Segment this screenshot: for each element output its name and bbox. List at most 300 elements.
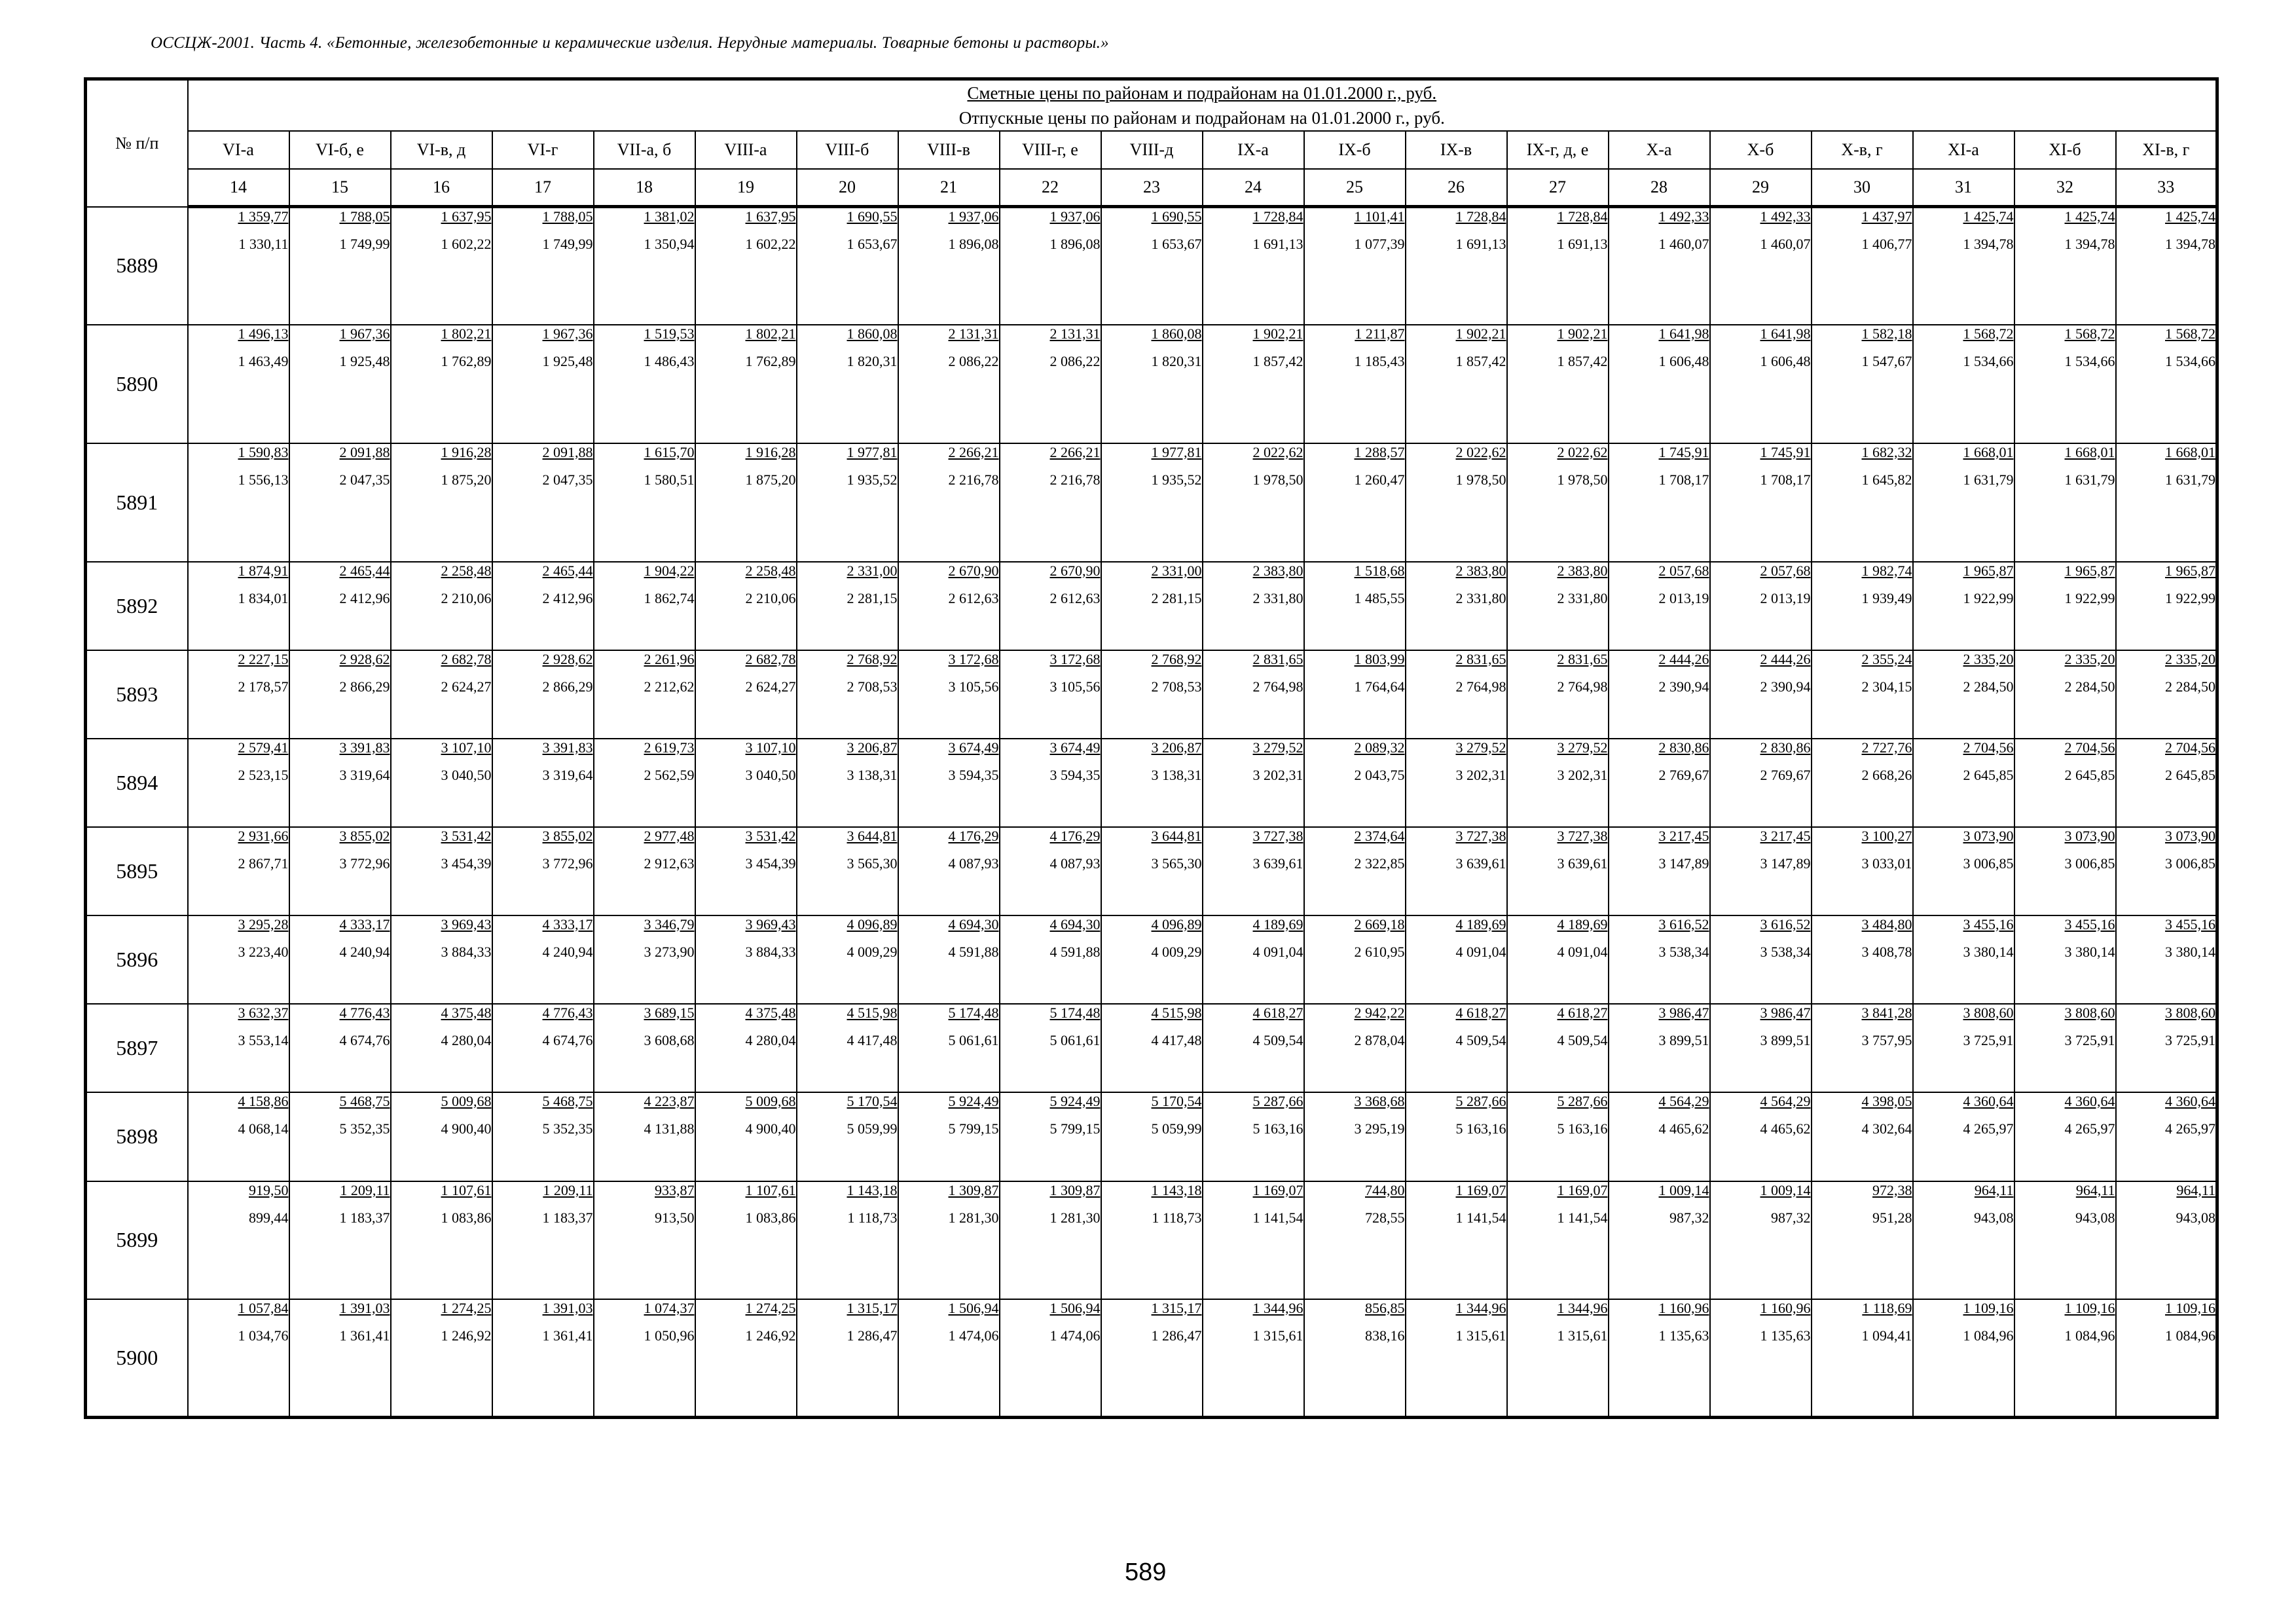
price-cell bbox=[594, 915, 695, 1004]
estimate-price: 1 391,03 bbox=[542, 1299, 593, 1316]
row-id: 5890 bbox=[86, 325, 188, 443]
estimate-price: 3 107,10 bbox=[441, 739, 492, 756]
row-number-header: № п/п bbox=[86, 79, 188, 207]
estimate-price: 1 118,69 bbox=[1862, 1299, 1912, 1316]
estimate-price: 2 444,26 bbox=[1760, 650, 1811, 667]
price-cell bbox=[1507, 1181, 1609, 1299]
column-number: 26 bbox=[1406, 169, 1507, 207]
column-number: 14 bbox=[188, 169, 289, 207]
estimate-price: 1 492,33 bbox=[1760, 208, 1811, 225]
release-price: 3 608,68 bbox=[644, 1031, 695, 1048]
estimate-price: 1 965,87 bbox=[2165, 562, 2216, 579]
price-cell bbox=[1406, 443, 1507, 562]
region-header: X-в, г bbox=[1812, 131, 1913, 169]
estimate-price: 1 977,81 bbox=[1151, 443, 1202, 460]
release-price: 1 862,74 bbox=[644, 589, 695, 606]
estimate-price: 1 519,53 bbox=[644, 325, 695, 342]
price-cell bbox=[289, 1092, 391, 1181]
release-price: 2 178,57 bbox=[238, 678, 289, 695]
price-cell bbox=[1000, 1299, 1101, 1418]
row-id: 5900 bbox=[86, 1299, 188, 1418]
release-price: 1 925,48 bbox=[339, 352, 390, 369]
estimate-price: 3 969,43 bbox=[745, 915, 796, 932]
release-price: 1 935,52 bbox=[1151, 471, 1202, 488]
price-cell bbox=[188, 739, 289, 827]
estimate-price: 3 674,49 bbox=[948, 739, 999, 756]
release-price: 1 691,13 bbox=[1557, 236, 1608, 252]
release-price: 5 352,35 bbox=[542, 1120, 593, 1137]
price-cell bbox=[2116, 1004, 2217, 1092]
price-cell bbox=[1406, 650, 1507, 739]
price-cell bbox=[1507, 1004, 1609, 1092]
release-price: 2 708,53 bbox=[1151, 678, 1202, 695]
price-cell bbox=[1101, 325, 1203, 443]
price-cell bbox=[2014, 325, 2116, 443]
region-header: IX-г, д, е bbox=[1507, 131, 1609, 169]
estimate-price: 1 728,84 bbox=[1557, 208, 1608, 225]
estimate-price: 2 383,80 bbox=[1252, 562, 1303, 579]
price-cell bbox=[391, 207, 492, 325]
price-cell bbox=[1304, 325, 1406, 443]
estimate-price: 2 022,62 bbox=[1252, 443, 1303, 460]
price-cell bbox=[289, 1004, 391, 1092]
price-cell bbox=[695, 1181, 797, 1299]
release-price: 4 591,88 bbox=[948, 943, 999, 960]
table-row bbox=[86, 1181, 2217, 1299]
price-cell bbox=[1913, 443, 2014, 562]
release-price: 2 281,15 bbox=[1151, 589, 1202, 606]
column-number: 27 bbox=[1507, 169, 1609, 207]
release-price: 3 040,50 bbox=[745, 766, 796, 783]
estimate-price: 1 315,17 bbox=[847, 1299, 898, 1316]
estimate-price: 1 590,83 bbox=[238, 443, 289, 460]
column-number: 19 bbox=[695, 169, 797, 207]
price-cell bbox=[1203, 1181, 1304, 1299]
price-cell bbox=[898, 1092, 1000, 1181]
release-price: 2 610,95 bbox=[1354, 943, 1405, 960]
price-cell bbox=[492, 207, 594, 325]
release-price: 1 118,73 bbox=[1152, 1209, 1202, 1226]
price-cell bbox=[695, 827, 797, 915]
release-price: 3 772,96 bbox=[542, 855, 593, 872]
price-cell bbox=[2014, 562, 2116, 650]
estimate-price: 2 091,88 bbox=[339, 443, 390, 460]
estimate-price: 1 788,05 bbox=[542, 208, 593, 225]
price-cell bbox=[492, 650, 594, 739]
price-cell bbox=[1913, 325, 2014, 443]
estimate-price: 4 776,43 bbox=[542, 1004, 593, 1021]
estimate-price: 1 860,08 bbox=[847, 325, 898, 342]
price-cell bbox=[1406, 562, 1507, 650]
price-cell bbox=[695, 207, 797, 325]
release-price: 4 591,88 bbox=[1049, 943, 1101, 960]
price-cell bbox=[1812, 650, 1913, 739]
release-price: 2 331,80 bbox=[1252, 589, 1303, 606]
estimate-price: 1 506,94 bbox=[948, 1299, 999, 1316]
release-price: 3 295,19 bbox=[1354, 1120, 1405, 1137]
release-price: 1 645,82 bbox=[1861, 471, 1912, 488]
release-price: 3 639,61 bbox=[1557, 855, 1608, 872]
release-price: 1 978,50 bbox=[1455, 471, 1506, 488]
release-price: 1 183,37 bbox=[339, 1209, 390, 1226]
release-price: 4 280,04 bbox=[745, 1031, 796, 1048]
price-cell bbox=[695, 1299, 797, 1418]
release-price: 1 762,89 bbox=[441, 352, 492, 369]
column-number: 17 bbox=[492, 169, 594, 207]
release-price: 4 509,54 bbox=[1557, 1031, 1608, 1048]
release-price: 3 899,51 bbox=[1658, 1031, 1709, 1048]
release-price: 3 147,89 bbox=[1760, 855, 1811, 872]
estimate-price: 1 965,87 bbox=[1963, 562, 2014, 579]
price-cell bbox=[1507, 739, 1609, 827]
release-price: 1 246,92 bbox=[441, 1327, 492, 1344]
estimate-price: 1 160,96 bbox=[1760, 1299, 1811, 1316]
price-cell bbox=[1507, 443, 1609, 562]
price-cell bbox=[289, 562, 391, 650]
price-cell bbox=[1101, 1004, 1203, 1092]
price-cell bbox=[1609, 207, 1710, 325]
price-cell bbox=[1406, 739, 1507, 827]
release-price: 3 105,56 bbox=[948, 678, 999, 695]
estimate-price: 2 682,78 bbox=[745, 650, 796, 667]
release-price: 5 799,15 bbox=[948, 1120, 999, 1137]
region-header: XI-в, г bbox=[2116, 131, 2217, 169]
price-cell bbox=[1609, 562, 1710, 650]
estimate-price: 1 982,74 bbox=[1861, 562, 1912, 579]
release-price: 2 612,63 bbox=[948, 589, 999, 606]
release-price: 3 884,33 bbox=[745, 943, 796, 960]
price-cell bbox=[1000, 827, 1101, 915]
price-cell bbox=[1203, 207, 1304, 325]
release-price: 2 013,19 bbox=[1760, 589, 1811, 606]
release-price: 1 631,79 bbox=[2064, 471, 2115, 488]
estimate-price: 2 335,20 bbox=[2165, 650, 2216, 667]
release-price: 3 273,90 bbox=[644, 943, 695, 960]
release-price: 5 163,16 bbox=[1252, 1120, 1303, 1137]
release-price: 2 708,53 bbox=[847, 678, 898, 695]
estimate-price: 2 928,62 bbox=[339, 650, 390, 667]
row-id: 5891 bbox=[86, 443, 188, 562]
price-cell bbox=[492, 443, 594, 562]
price-cell bbox=[1304, 1004, 1406, 1092]
price-cell bbox=[2014, 1092, 2116, 1181]
release-price: 1 141,54 bbox=[1557, 1209, 1608, 1226]
estimate-price: 1 803,99 bbox=[1354, 650, 1405, 667]
release-price: 1 083,86 bbox=[745, 1209, 796, 1226]
release-price: 987,32 bbox=[1669, 1209, 1709, 1226]
estimate-price: 3 986,47 bbox=[1658, 1004, 1709, 1021]
row-id: 5897 bbox=[86, 1004, 188, 1092]
release-price: 728,55 bbox=[1365, 1209, 1405, 1226]
estimate-price: 4 618,27 bbox=[1455, 1004, 1506, 1021]
release-price: 3 538,34 bbox=[1760, 943, 1811, 960]
table-row bbox=[86, 443, 2217, 562]
price-cell bbox=[695, 650, 797, 739]
release-price: 4 674,76 bbox=[542, 1031, 593, 1048]
release-price: 943,08 bbox=[2075, 1209, 2115, 1226]
estimate-price: 3 727,38 bbox=[1557, 827, 1608, 844]
estimate-price: 3 616,52 bbox=[1658, 915, 1709, 932]
estimate-price: 1 143,18 bbox=[1151, 1181, 1202, 1198]
release-price: 1 286,47 bbox=[1151, 1327, 1202, 1344]
price-cell bbox=[1304, 443, 1406, 562]
estimate-price: 3 217,45 bbox=[1760, 827, 1811, 844]
estimate-price: 4 515,98 bbox=[847, 1004, 898, 1021]
price-cell bbox=[1913, 562, 2014, 650]
price-cell bbox=[1507, 325, 1609, 443]
estimate-price: 1 937,06 bbox=[1049, 208, 1101, 225]
region-header: X-а bbox=[1609, 131, 1710, 169]
release-price: 1 330,11 bbox=[238, 236, 289, 252]
release-price: 1 762,89 bbox=[745, 352, 796, 369]
release-price: 5 059,99 bbox=[847, 1120, 898, 1137]
estimate-price: 1 344,96 bbox=[1455, 1299, 1506, 1316]
estimate-price: 2 831,65 bbox=[1252, 650, 1303, 667]
estimate-price: 1 728,84 bbox=[1252, 208, 1303, 225]
estimate-price: 3 073,90 bbox=[2165, 827, 2216, 844]
price-cell bbox=[898, 915, 1000, 1004]
price-cell bbox=[1406, 207, 1507, 325]
release-price: 1 361,41 bbox=[542, 1327, 593, 1344]
column-number: 29 bbox=[1710, 169, 1812, 207]
price-cell bbox=[1000, 562, 1101, 650]
estimate-price: 2 335,20 bbox=[1963, 650, 2014, 667]
release-price: 2 645,85 bbox=[2165, 766, 2216, 783]
price-cell bbox=[188, 650, 289, 739]
release-price: 3 202,31 bbox=[1557, 766, 1608, 783]
price-cell bbox=[594, 443, 695, 562]
price-cell bbox=[289, 443, 391, 562]
release-price: 4 417,48 bbox=[1151, 1031, 1202, 1048]
release-price: 4 265,97 bbox=[1963, 1120, 2014, 1137]
price-cell bbox=[391, 1299, 492, 1418]
region-header: XI-а bbox=[1913, 131, 2014, 169]
estimate-price: 1 860,08 bbox=[1151, 325, 1202, 342]
estimate-price: 4 189,69 bbox=[1252, 915, 1303, 932]
release-price: 3 594,35 bbox=[948, 766, 999, 783]
price-cell bbox=[391, 1181, 492, 1299]
estimate-price: 3 206,87 bbox=[1151, 739, 1202, 756]
estimate-price: 1 965,87 bbox=[2064, 562, 2115, 579]
estimate-price: 4 618,27 bbox=[1557, 1004, 1608, 1021]
estimate-price: 1 107,61 bbox=[441, 1181, 492, 1198]
estimate-price: 3 808,60 bbox=[2165, 1004, 2216, 1021]
estimate-price: 3 100,27 bbox=[1861, 827, 1912, 844]
estimate-price: 2 057,68 bbox=[1658, 562, 1709, 579]
release-price: 3 006,85 bbox=[2064, 855, 2115, 872]
estimate-price: 4 360,64 bbox=[2165, 1092, 2216, 1109]
estimate-price: 3 346,79 bbox=[644, 915, 695, 932]
release-price: 3 202,31 bbox=[1252, 766, 1303, 783]
estimate-price: 2 831,65 bbox=[1557, 650, 1608, 667]
price-cell bbox=[1101, 1181, 1203, 1299]
release-price: 1 939,49 bbox=[1861, 589, 1912, 606]
estimate-price: 4 515,98 bbox=[1151, 1004, 1202, 1021]
estimate-price: 4 776,43 bbox=[339, 1004, 390, 1021]
price-cell bbox=[1710, 325, 1812, 443]
estimate-price: 3 206,87 bbox=[847, 739, 898, 756]
estimate-price: 5 009,68 bbox=[745, 1092, 796, 1109]
price-cell bbox=[594, 1092, 695, 1181]
release-price: 4 465,62 bbox=[1760, 1120, 1811, 1137]
column-number: 28 bbox=[1609, 169, 1710, 207]
row-id: 5893 bbox=[86, 650, 188, 739]
price-cell bbox=[695, 915, 797, 1004]
price-cell bbox=[2116, 1092, 2217, 1181]
release-price: 1 935,52 bbox=[847, 471, 898, 488]
price-cell bbox=[1101, 827, 1203, 915]
price-cell bbox=[797, 1181, 898, 1299]
region-header: VI-б, е bbox=[289, 131, 391, 169]
estimate-price: 4 618,27 bbox=[1252, 1004, 1303, 1021]
release-price: 3 639,61 bbox=[1455, 855, 1506, 872]
region-header: VI-г bbox=[492, 131, 594, 169]
release-price: 1 394,78 bbox=[2165, 236, 2216, 252]
price-cell bbox=[1000, 650, 1101, 739]
estimate-price: 2 619,73 bbox=[644, 739, 695, 756]
estimate-price: 3 073,90 bbox=[1963, 827, 2014, 844]
estimate-price: 1 802,21 bbox=[745, 325, 796, 342]
price-cell bbox=[1304, 1092, 1406, 1181]
release-price: 1 281,30 bbox=[1049, 1209, 1101, 1226]
price-cell bbox=[1507, 827, 1609, 915]
estimate-price: 2 261,96 bbox=[644, 650, 695, 667]
estimate-price: 1 309,87 bbox=[1049, 1181, 1101, 1198]
release-price: 1 281,30 bbox=[948, 1209, 999, 1226]
release-price: 1 141,54 bbox=[1252, 1209, 1303, 1226]
estimate-price: 1 425,74 bbox=[2064, 208, 2115, 225]
price-cell bbox=[2116, 739, 2217, 827]
price-cell bbox=[797, 562, 898, 650]
price-cell bbox=[1304, 1299, 1406, 1418]
estimate-price: 5 009,68 bbox=[441, 1092, 492, 1109]
release-price: 1 749,99 bbox=[542, 236, 593, 252]
estimate-price: 4 176,29 bbox=[1049, 827, 1101, 844]
release-price: 2 412,96 bbox=[339, 589, 390, 606]
release-price: 5 163,16 bbox=[1455, 1120, 1506, 1137]
price-cell bbox=[289, 325, 391, 443]
release-price: 951,28 bbox=[1872, 1209, 1912, 1226]
release-price: 4 091,04 bbox=[1455, 943, 1506, 960]
price-cell bbox=[797, 207, 898, 325]
estimate-price: 5 468,75 bbox=[339, 1092, 390, 1109]
release-price: 5 059,99 bbox=[1151, 1120, 1202, 1137]
price-cell bbox=[695, 562, 797, 650]
estimate-price: 1 160,96 bbox=[1658, 1299, 1709, 1316]
release-price: 1 857,42 bbox=[1252, 352, 1303, 369]
estimate-price: 2 335,20 bbox=[2064, 650, 2115, 667]
price-cell bbox=[188, 443, 289, 562]
price-cell bbox=[1203, 915, 1304, 1004]
release-price: 1 083,86 bbox=[441, 1209, 492, 1226]
price-cell bbox=[188, 325, 289, 443]
price-cell bbox=[1812, 827, 1913, 915]
release-price: 3 138,31 bbox=[1151, 766, 1202, 783]
estimate-price: 5 924,49 bbox=[1049, 1092, 1101, 1109]
price-cell bbox=[797, 1092, 898, 1181]
release-price: 4 302,64 bbox=[1861, 1120, 1912, 1137]
price-cell bbox=[1000, 443, 1101, 562]
release-price: 1 084,96 bbox=[1963, 1327, 2014, 1344]
estimate-price: 5 924,49 bbox=[948, 1092, 999, 1109]
release-price: 5 163,16 bbox=[1557, 1120, 1608, 1137]
price-cell bbox=[1913, 650, 2014, 739]
release-price: 1 547,67 bbox=[1861, 352, 1912, 369]
price-cell bbox=[492, 1181, 594, 1299]
price-cell bbox=[1812, 739, 1913, 827]
price-cell bbox=[1304, 827, 1406, 915]
release-price: 2 624,27 bbox=[441, 678, 492, 695]
estimate-price: 1 344,96 bbox=[1557, 1299, 1608, 1316]
price-cell bbox=[289, 650, 391, 739]
row-id: 5895 bbox=[86, 827, 188, 915]
price-cell bbox=[898, 1004, 1000, 1092]
estimate-price: 1 937,06 bbox=[948, 208, 999, 225]
release-price: 913,50 bbox=[655, 1209, 695, 1226]
price-cell bbox=[492, 1299, 594, 1418]
release-price: 1 315,61 bbox=[1455, 1327, 1506, 1344]
release-price: 1 534,66 bbox=[1963, 352, 2014, 369]
region-header: VIII-б bbox=[797, 131, 898, 169]
price-cell bbox=[2014, 207, 2116, 325]
estimate-price: 1 391,03 bbox=[339, 1299, 390, 1316]
estimate-price: 2 266,21 bbox=[1049, 443, 1101, 460]
estimate-price: 1 381,02 bbox=[644, 208, 695, 225]
price-cell bbox=[1710, 1181, 1812, 1299]
estimate-price: 4 564,29 bbox=[1760, 1092, 1811, 1109]
estimate-price: 3 484,80 bbox=[1861, 915, 1912, 932]
release-price: 1 394,78 bbox=[1963, 236, 2014, 252]
release-price: 3 380,14 bbox=[1963, 943, 2014, 960]
price-cell bbox=[1507, 562, 1609, 650]
release-price: 2 769,67 bbox=[1760, 766, 1811, 783]
estimate-price: 4 694,30 bbox=[948, 915, 999, 932]
price-cell bbox=[1710, 443, 1812, 562]
release-price: 2 216,78 bbox=[948, 471, 999, 488]
estimate-price: 3 689,15 bbox=[644, 1004, 695, 1021]
price-cell bbox=[391, 325, 492, 443]
price-cell bbox=[898, 1181, 1000, 1299]
price-cell bbox=[1812, 1181, 1913, 1299]
price-cell bbox=[2014, 827, 2116, 915]
estimate-price: 744,80 bbox=[1365, 1181, 1405, 1198]
release-price: 1 361,41 bbox=[339, 1327, 390, 1344]
estimate-price: 3 644,81 bbox=[847, 827, 898, 844]
price-cell bbox=[1913, 739, 2014, 827]
release-price: 4 674,76 bbox=[339, 1031, 390, 1048]
estimate-price: 964,11 bbox=[2176, 1181, 2216, 1198]
estimate-price: 1 143,18 bbox=[847, 1181, 898, 1198]
price-cell bbox=[1507, 1092, 1609, 1181]
estimate-price: 1 902,21 bbox=[1557, 325, 1608, 342]
release-price: 2 390,94 bbox=[1658, 678, 1709, 695]
price-cell bbox=[1203, 325, 1304, 443]
release-price: 1 653,67 bbox=[1151, 236, 1202, 252]
table-row bbox=[86, 1092, 2217, 1181]
release-price: 3 725,91 bbox=[1963, 1031, 2014, 1048]
estimate-price: 3 727,38 bbox=[1455, 827, 1506, 844]
price-cell bbox=[898, 739, 1000, 827]
price-cell bbox=[1609, 1092, 1710, 1181]
estimate-price: 1 967,36 bbox=[339, 325, 390, 342]
release-price: 943,08 bbox=[2176, 1209, 2216, 1226]
release-price: 1 460,07 bbox=[1658, 236, 1709, 252]
release-price: 1 606,48 bbox=[1658, 352, 1709, 369]
release-price: 2 562,59 bbox=[644, 766, 695, 783]
release-price: 1 580,51 bbox=[644, 471, 695, 488]
estimate-price: 1 568,72 bbox=[1963, 325, 2014, 342]
release-price: 1 183,37 bbox=[542, 1209, 593, 1226]
